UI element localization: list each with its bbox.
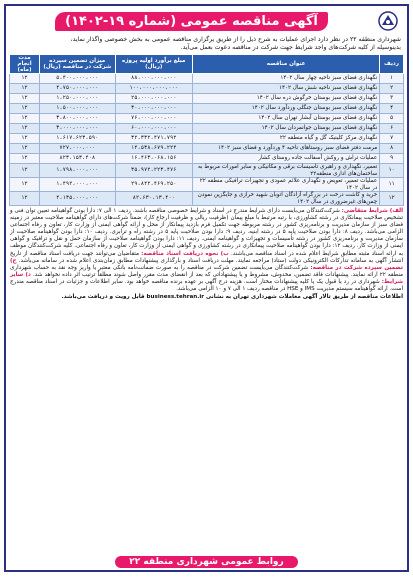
estimate-cell: ۳۵،۹۷۲،۲۲۳،۴۷۶ [115, 164, 193, 178]
title-cell: نگهداری مرکز کلینیک گل و گیاه منطقه ۲۲ [193, 134, 380, 144]
estimate-cell: ۸۲،۶۳۰،۱۳،۴۰۰ [115, 192, 193, 206]
duration-cell: ۱۲ [10, 94, 40, 104]
title-cell: عملیات تعمیر، تعویض و نگهداری علائم عمودی و تجهیزات ترافیکی منطقه ۲۲ در سال ۱۴۰۲ [193, 178, 380, 192]
deposit-cell: ۱،۵۰۰،۰۰۰،۰۰۰ [40, 104, 115, 114]
table-row [10, 164, 404, 178]
deposit-cell: ۵،۴۰۰،۰۰۰،۰۰۰ [40, 74, 115, 84]
title-cell: نگهداری فضای سبز ناحیه شش سال ۱۴۰۲ [193, 84, 380, 94]
table-row [10, 74, 404, 84]
duration-cell: ۱۲ [10, 154, 40, 164]
title-cell: نگهداری فضای سبز بوستان جنگلی وردآورد سال ۱۴۰۲ [193, 104, 380, 114]
deposit-cell: ۸۲۳،۱۵۳،۴۰۸ [40, 154, 115, 164]
title-cell: عملیات تراش و روکش آسفالت جاده روستای کشار [193, 154, 380, 164]
title-cell: نگهداری فضای سبز بوستان خرگوش دره سال ۱۴۰۲ [193, 94, 380, 104]
deposit-cell: ۱،۲۵۰،۰۰۰،۰۰۰ [40, 94, 115, 104]
estimate-cell: ۶۰،۰۰۰،۰۰۰،۰۰۰ [115, 124, 193, 134]
duration-cell: ۱۲ [10, 144, 40, 154]
table-row [10, 114, 404, 124]
tender-notice [4, 4, 409, 572]
condition-be-title: ب) نحوه دریافت اسناد مناقصه: [141, 250, 229, 257]
row-number-cell: ۴ [380, 104, 404, 114]
duration-cell: ۱۲ [10, 114, 40, 124]
notice-header [6, 6, 407, 36]
duration-cell: ۱۲ [10, 134, 40, 144]
duration-cell: ۱۲ [10, 178, 40, 192]
col-deposit: میزان تضمین سپرده شرکت در مناقصه (ریال) [40, 55, 115, 74]
row-number-cell: ۲ [380, 84, 404, 94]
footer [6, 549, 407, 568]
intro-line-2: بدینوسیله از کلیه شرکت‌های واجد شرایط جهت شرکت در مناقصه دعوت بعمل می‌آید. [180, 44, 401, 51]
estimate-cell: ۲۵،۰۰۰،۰۰۰،۰۰۰ [115, 94, 193, 104]
condition-dal-title: د) سایر شرایط: [10, 271, 404, 285]
table-row [10, 192, 404, 206]
deposit-cell: ۳،۰۰۰،۰۰۰،۰۰۰ [40, 124, 115, 134]
municipality-logo-icon [373, 9, 403, 33]
notice-title-banner [55, 12, 328, 31]
duration-cell: ۱۲ [10, 124, 40, 134]
estimate-cell: ۸۸،۰۰۰،۰۰۰،۰۰۰ [115, 74, 193, 84]
row-number-cell: ۷ [380, 134, 404, 144]
conditions-section [10, 208, 403, 301]
public-relations-label: روابط عمومی شهرداری منطقه ۲۲ [115, 556, 297, 568]
duration-cell: ۱۲ [10, 84, 40, 94]
notice-number: (شماره ۱۹-۱۴۰۲) [65, 13, 177, 29]
estimate-cell: ۲۹،۸۴۲،۴۶۹،۲۵۰ [115, 178, 193, 192]
condition-be-body: متقاضیان می‌توانند جهت دریافت اسناد مناقصه از تاریخ انتشار آگهی به سامانه تدارکات الکترونیکی دولت (ستاد) مراجعه نمایند. مهلت دریافت اسناد و بارگذاری پیشنهادات مطابق زمان‌بندی اعلام شده در سامانه می‌باشد. [10, 250, 404, 264]
title-cell: مرمت دفتر فضای سبز روستاهای ناحیه ۴ وردآورد و فضای سبز ۱۴۰۲ [193, 144, 380, 154]
col-duration: مدت انجام (ماه) [10, 55, 40, 74]
table-row [10, 104, 404, 114]
row-number-cell: ۶ [380, 124, 404, 134]
table-row [10, 178, 404, 192]
estimate-cell: ۱۴،۵۳۸،۶۷۹،۲۲۴ [115, 144, 193, 154]
intro-text [6, 36, 407, 52]
info-text: اطلاعات مناقصه از طریق تالار آگهی معاملات شهرداری تهران به نشانی [206, 294, 403, 301]
table-row [10, 124, 404, 134]
table-header-row [10, 55, 404, 74]
website-link[interactable]: business.tehran.ir [146, 294, 205, 301]
title-cell: نگهداری فضای سبز بوستان آبشار تهران سال ۱۴۰۲ [193, 114, 380, 124]
duration-cell: ۱۲ [10, 192, 40, 206]
deposit-cell: ۴،۷۵۰،۰۰۰،۰۰۰ [40, 84, 115, 94]
estimate-cell: ۱۰۰،۰۰۰،۰۰۰،۰۰۰ [115, 84, 193, 94]
row-number-cell: ۱۲ [380, 192, 404, 206]
row-number-cell: ۱۱ [380, 178, 404, 192]
col-title: عنوان مناقصه [193, 55, 380, 74]
condition-jim-body: شرکت‌کنندگان می‌بایست تضمین شرکت در مناقصه را به صورت ضمانت‌نامه بانکی معتبر یا واریز وجه نقد به حساب شهرداری منطقه ۲۲ ارائه نمایند. پیشنهادات فاقد تضمین، مخدوش، مشروط و یا پیشنهاداتی که بعد از انقضای مدت مقرر واصل شوند مطلقاً ترتیب اثر داده نخواهد شد. [10, 264, 404, 278]
title-cell: خرید و کاشت درخت در بزرگراه آزادگان اتوبان شهید خرازی و جایگزین نمودن چمن‌های غیرضروری در سال ۱۴۰۲ [193, 192, 380, 206]
estimate-cell: ۳۰،۰۰۰،۰۰۰،۰۰۰ [115, 104, 193, 114]
row-number-cell: ۱ [380, 74, 404, 84]
notice-title: آگهی مناقصه عمومی [180, 13, 318, 29]
row-number-cell: ۹ [380, 154, 404, 164]
condition-jim-title: ج) تضمین سپرده شرکت در مناقصه: [10, 257, 404, 271]
table-row [10, 84, 404, 94]
table-row [10, 154, 404, 164]
duration-cell: ۱۲ [10, 104, 40, 114]
condition-alef-body: شرکت‌کنندگان می‌بایست دارای شرایط مندرج در اسناد و شرایط خصوصی مناقصه باشند. ردیف ۱ الی ۷: دارا بودن گواهینامه تعیین توان فنی و تشخیص صلاحیت پیمانکاری در رشته کشاورزی، با رتبه مرتبط با مبلغ پیمان (ظرفیت ریالی و ظرفیت ارجاع کار)، ضمناً شرکت‌های دارای گواهینامه صلاحیت معتبر در زمینه فضای سبز از سازمان مدیریت و برنامه‌ریزی کشور در رشته مربوطه جهت تکمیل فرم بازدید پیمانکار از محل و ارائه گواهی ایمنی از وزارت کار، تعاون و رفاه اجتماعی الزامی می‌باشد. ردیف ۸: دارا بودن صلاحیت پایه ۵ در رشته ابنیه. ردیف ۹: دارا بودن صلاحیت پایه ۵ در رشته راه و ترابری. ردیف ۱۰: دارا بودن گواهینامه صلاحیت از سازمان مدیریت و برنامه‌ریزی کشور در رشته تأسیسات و تجهیزات و گواهینامه ایمنی. ردیف ۱۱: دارا بودن گواهینامه صلاحیت از سازمان حمل و نقل و ترافیک و گواهی ایمنی از وزارت کار. ردیف ۱۲: دارا بودن گواهینامه صلاحیت پیمانکاری در رشته کشاورزی و گواهی ایمنی از وزارت کار، تعاون و رفاه اجتماعی. کلیه شرکت‌کنندگان موظف به ارائه اسناد مثبته مطابق شرایط اعلام شده در اسناد مناقصه می‌باشند. [10, 208, 404, 257]
deposit-cell: ۴،۱۳۵،۰۰۰،۰۰۰ [40, 192, 115, 206]
title-cell: نگهداری فضای سبز بوستان جوانمردان سال ۱۴۰۲ [193, 124, 380, 134]
row-number-cell: ۵ [380, 114, 404, 124]
row-number-cell: ۱۰ [380, 164, 404, 178]
tender-table [9, 54, 404, 206]
estimate-cell: ۳۲،۳۳۲،۴۷۱،۷۹۲ [115, 134, 193, 144]
table-row [10, 94, 404, 104]
col-row-number: ردیف [380, 55, 404, 74]
table-row [10, 134, 404, 144]
condition-ims-note: ارائه گواهینامه سیستم مدیریت IMS و HSE در مناقصه ردیف ۱ الی ۷ و ۱۰ الزامی می‌باشد. [176, 286, 388, 293]
condition-alef-title: الف) شرایط متقاضی: [341, 208, 403, 214]
deposit-cell: ۳،۸۰۰،۰۰۰،۰۰۰ [40, 114, 115, 124]
title-cell: تعمیر، نگهداری و راهبری تاسیسات برقی و مکانیکی و سایر امورات مربوط به ساختمان‌های اداری منطقه۲۲ [193, 164, 380, 178]
row-number-cell: ۳ [380, 94, 404, 104]
estimate-cell: ۱۶،۴۶۳،۰۶۸،۱۵۶ [115, 154, 193, 164]
row-number-cell: ۸ [380, 144, 404, 154]
col-estimate: مبلغ برآورد اولیه پروژه (ریال) [115, 55, 193, 74]
deposit-cell: ۱،۷۹۸،۰۰۰،۰۰۰ [40, 164, 115, 178]
condition-dal-body: شهرداری در رد یا قبول یک یا کلیه پیشنهادات مختار است. هزینه درج آگهی بر عهده برنده مناقصه خواهد بود. سایر اطلاعات و جزئیات در اسناد مناقصه مندرج است. [10, 278, 403, 293]
duration-cell: ۱۲ [10, 74, 40, 84]
intro-line-1: شهرداری منطقه ۲۲ در نظر دارد اجرای عملیات به شرح ذیل را از طریق برگزاری مناقصه عمومی به بخش خصوصی واگذار نماید، [70, 36, 401, 43]
info-text-end: قابل رویت و دریافت می‌باشد. [61, 294, 145, 301]
deposit-cell: ۱،۶۱۷،۶۲۳،۵۹۰ [40, 134, 115, 144]
deposit-cell: ۷۲۷،۰۰۰،۰۰۰ [40, 144, 115, 154]
duration-cell: ۱۲ [10, 164, 40, 178]
deposit-cell: ۱،۴۹۲،۰۰۰،۰۰۰ [40, 178, 115, 192]
table-row [10, 144, 404, 154]
title-cell: نگهداری فضای سبز ناحیه چهار سال ۱۴۰۲ [193, 74, 380, 84]
estimate-cell: ۷۶،۰۰۰،۰۰۰،۰۰۰ [115, 114, 193, 124]
